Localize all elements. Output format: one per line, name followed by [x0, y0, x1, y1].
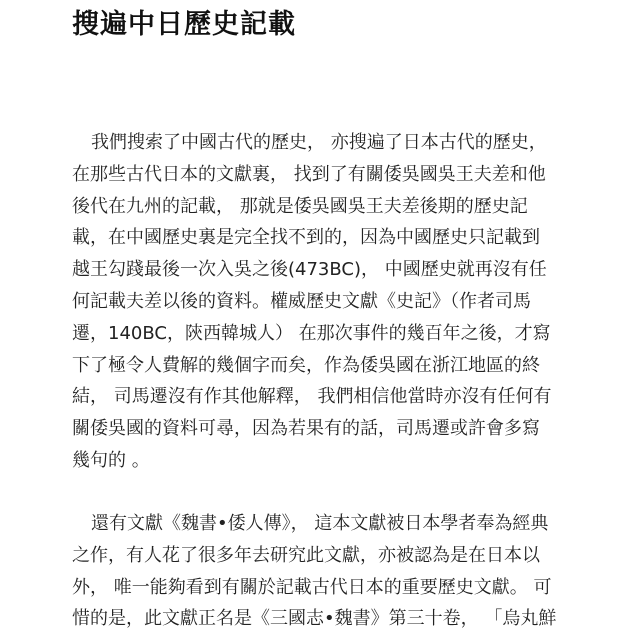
paragraph-line: 載，在中國歷史裏是完全找不到的，因為中國歷史只記載到 [72, 227, 540, 249]
paragraph-line: 遷，140BC，陝西韓城人） 在那次事件的幾百年之後，才寫 [72, 322, 551, 344]
paragraph-line: 我們搜索了中國古代的歷史， 亦搜遍了日本古代的歷史， [91, 132, 547, 153]
paragraph-line: 越王勾踐最後一次入吳之後(473BC)， 中國歷史就再沒有任 [72, 259, 547, 281]
paragraph-line: 結， 司馬遷沒有作其他解釋， 我們相信他當時亦沒有任何有 [72, 386, 552, 408]
paragraph-line: 後代在九州的記載， 那就是倭吳國吳王夫差後期的歷史記 [72, 195, 528, 217]
paragraph-1 [72, 127, 572, 477]
paragraph-line: 下了極令人費解的幾個字而矣，作為倭吳國在浙江地區的終 [72, 354, 540, 376]
article-title: 搜遍中日歷史記載 [72, 9, 296, 40]
paragraph-line: 外， 唯一能夠看到有關於記載古代日本的重要歷史文獻。 可 [72, 576, 552, 598]
paragraph-line: 在那些古代日本的文獻裏， 找到了有關倭吳國吳王夫差和他 [72, 163, 546, 185]
paragraph-line: 還有文獻《魏書•倭人傳》， 這本文獻被日本學者奉為經典 [91, 513, 549, 534]
paragraph-line: 惜的是，此文獻正名是《三國志•魏書》第三十卷， 「烏丸鮮 [72, 608, 557, 630]
paragraph-line: 何記載夫差以後的資料。權威歷史文獻《史記》（作者司馬 [72, 290, 531, 312]
paragraph-line: 之作，有人花了很多年去研究此文獻，亦被認為是在日本以 [72, 544, 540, 566]
paragraph-line: 幾句的 。 [72, 449, 150, 471]
paragraph-line: 關倭吳國的資料可尋，因為若果有的話，司馬遷或許會多寫 [72, 418, 540, 440]
paragraph-2 [72, 508, 572, 635]
